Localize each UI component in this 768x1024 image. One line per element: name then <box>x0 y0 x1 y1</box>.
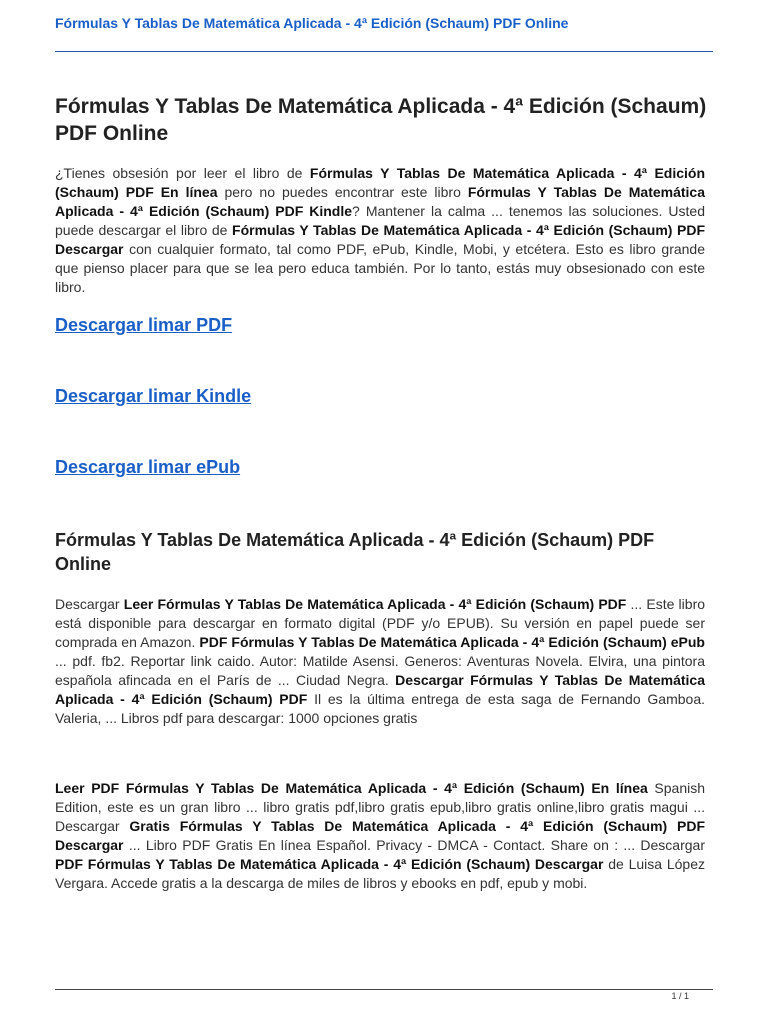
intro-bold-1: Fórmulas Y Tablas De Matemática Aplicada - 4ª Edición (Schaum) PDF En línea <box>55 165 706 200</box>
download-pdf-link[interactable]: Descargar limar PDF <box>55 315 233 335</box>
running-header: Fórmulas Y Tablas De Matemática Aplicada - 4ª Edición (Schaum) PDF Online <box>55 15 569 31</box>
intro-text-2: pero no puedes encontrar este libro <box>217 184 468 200</box>
body2-text-2: ... Libro PDF Gratis En línea Español. Privacy - DMCA - Contact. Share on : ... Descargar <box>123 837 705 853</box>
body2-bold-2: Gratis Fórmulas Y Tablas De Matemática Aplicada - 4ª Edición (Schaum) PDF Descargar <box>55 818 705 853</box>
body1-text-1: Descargar <box>55 596 124 612</box>
body1-text-2: ... Este libro está disponible para descargar en formato digital (PDF y/o EPUB). Su versión en papel puede ser comprada en Amazon. <box>55 596 706 650</box>
body1-bold-2: PDF Fórmulas Y Tablas De Matemática Aplicada - 4ª Edición (Schaum) ePub <box>199 634 705 650</box>
page-number: 1 / 1 <box>671 991 689 1001</box>
intro-bold-2: Fórmulas Y Tablas De Matemática Aplicada - 4ª Edición (Schaum) PDF Kindle <box>55 184 705 219</box>
body1-bold-3: Descargar Fórmulas Y Tablas De Matemática Aplicada - 4ª Edición (Schaum) PDF <box>55 672 705 707</box>
body-paragraph-2 <box>55 779 705 893</box>
footer-divider <box>55 989 713 990</box>
download-kindle-link[interactable]: Descargar limar Kindle <box>55 386 252 406</box>
body2-text-1: Spanish Edition, este es un gran libro ... libro gratis pdf,libro gratis epub,libro gratis online,libro gratis magui ... Descargar <box>55 780 706 834</box>
intro-text-4: con cualquier formato, tal como PDF, ePub, Kindle, Mobi, y etcétera. Esto es libro grande que pienso placer para que se lea pero educa también. Por lo tanto, estás muy obsesionado con este libro. <box>55 241 705 295</box>
body1-text-4: Il es la última entrega de esta saga de Fernando Gamboa. Valeria, ... Libros pdf para descargar: 1000 opciones gratis <box>55 691 705 726</box>
intro-bold-3: Fórmulas Y Tablas De Matemática Aplicada - 4ª Edición (Schaum) PDF Descargar <box>55 222 706 257</box>
body-paragraph-1 <box>55 595 705 728</box>
body1-text-3: ... pdf. fb2. Reportar link caido. Autor: Matilde Asensi. Generos: Aventuras Novela. Elvira, una pintora española afincada en el París de ... Ciudad Negra. <box>55 653 705 688</box>
download-epub-link[interactable]: Descargar limar ePub <box>55 457 241 477</box>
document-page <box>55 0 713 1024</box>
body2-text-3: de Luisa López Vergara. Accede gratis a la descarga de miles de libros y ebooks en pdf, epub y mobi. <box>55 856 705 891</box>
intro-text-3: ? Mantener la calma ... tenemos las soluciones. Usted puede descargar el libro de <box>55 203 705 238</box>
page-title: Fórmulas Y Tablas De Matemática Aplicada - 4ª Edición (Schaum) PDF Online <box>55 95 707 145</box>
intro-text-1: ¿Tienes obsesión por leer el libro de <box>55 165 310 181</box>
intro-paragraph <box>55 164 705 297</box>
body1-bold-1: Leer Fórmulas Y Tablas De Matemática Aplicada - 4ª Edición (Schaum) PDF <box>123 596 627 612</box>
section-title: Fórmulas Y Tablas De Matemática Aplicada - 4ª Edición (Schaum) PDF Online <box>55 530 655 574</box>
body2-bold-3: PDF Fórmulas Y Tablas De Matemática Aplicada - 4ª Edición (Schaum) Descargar <box>55 856 604 872</box>
header-divider <box>55 51 713 52</box>
body2-bold-1: Leer PDF Fórmulas Y Tablas De Matemática Aplicada - 4ª Edición (Schaum) En línea <box>55 780 648 796</box>
